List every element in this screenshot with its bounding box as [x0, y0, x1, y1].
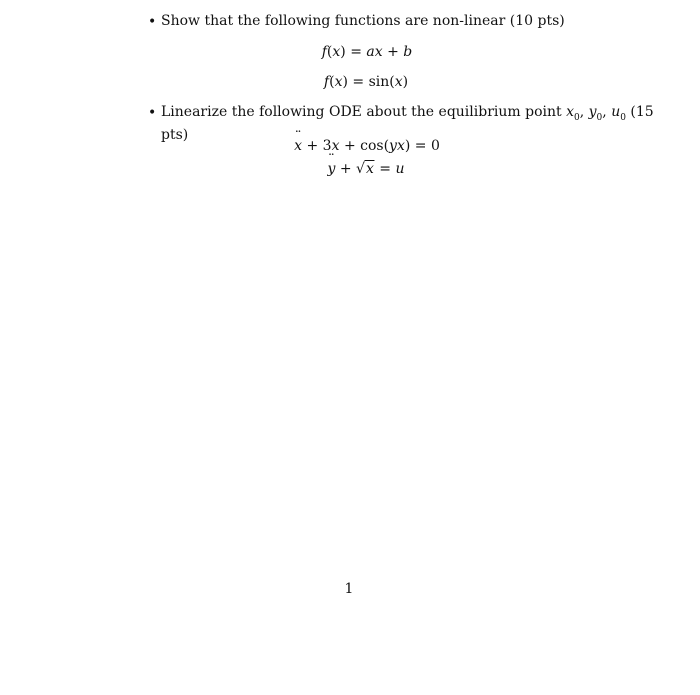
comma-2: , — [602, 104, 612, 120]
eq3-plus3: + 3 — [302, 138, 332, 154]
eq1-x2: x — [374, 44, 383, 60]
eq3-xddot: x ¨ — [294, 138, 302, 154]
eq4-plus: + — [335, 161, 357, 177]
eq2-x2: x — [394, 74, 403, 90]
eq3-x: x — [331, 138, 340, 154]
eq1-x: x — [332, 44, 341, 60]
item-2-line-1 — [161, 104, 654, 123]
eq2-sin: ) = sin( — [342, 74, 395, 90]
eq2-close: ) — [402, 74, 409, 90]
eq1-equals: ) = — [340, 44, 367, 60]
eq1-f: f — [321, 44, 327, 60]
bullet-1: • — [148, 14, 157, 30]
points-start: (15 — [625, 104, 654, 120]
eq4-equals: = — [374, 161, 396, 177]
eq4-u: u — [395, 161, 405, 177]
eq3-cos: + cos( — [339, 138, 390, 154]
comma-1: , — [579, 104, 589, 120]
eq4-yddot: y ¨ — [327, 161, 335, 177]
page-number: 1 — [344, 581, 354, 597]
eq3-x2: x — [396, 138, 405, 154]
item-1-sentence: Show that the following functions are non-linear (10 pts) — [161, 13, 565, 29]
eq2-x: x — [334, 74, 343, 90]
equation-linear-function — [322, 44, 413, 60]
y0-sub: 0 — [596, 112, 603, 123]
bullet-2: • — [148, 105, 157, 121]
eq2-open: ( — [329, 74, 335, 90]
eq1-open: ( — [326, 44, 333, 60]
x0-sub: 0 — [573, 112, 580, 123]
item-2-line-2: pts) — [161, 126, 189, 143]
radical-sign: √ — [356, 161, 365, 177]
eq1-b: b — [403, 44, 413, 60]
y0-var: y — [588, 104, 597, 120]
eq2-f: f — [323, 74, 330, 90]
item-2-sentence: Linearize the following ODE about the equilibrium point — [161, 104, 567, 120]
u0-var: u — [611, 104, 621, 120]
eq1-plus: + — [382, 44, 404, 60]
u0-sub: 0 — [620, 112, 626, 123]
eq1-a: a — [366, 44, 375, 60]
equation-ode-2 — [327, 161, 404, 177]
sqrt-symbol — [356, 161, 375, 177]
eq3-equals-zero: ) = 0 — [404, 138, 440, 154]
eq4-x: x — [365, 161, 374, 177]
x0-var: x — [566, 104, 574, 120]
eq3-y: y — [389, 138, 397, 154]
item-1-text — [161, 13, 581, 30]
equation-ode-1 — [294, 138, 440, 154]
equation-sine-function — [324, 74, 408, 90]
